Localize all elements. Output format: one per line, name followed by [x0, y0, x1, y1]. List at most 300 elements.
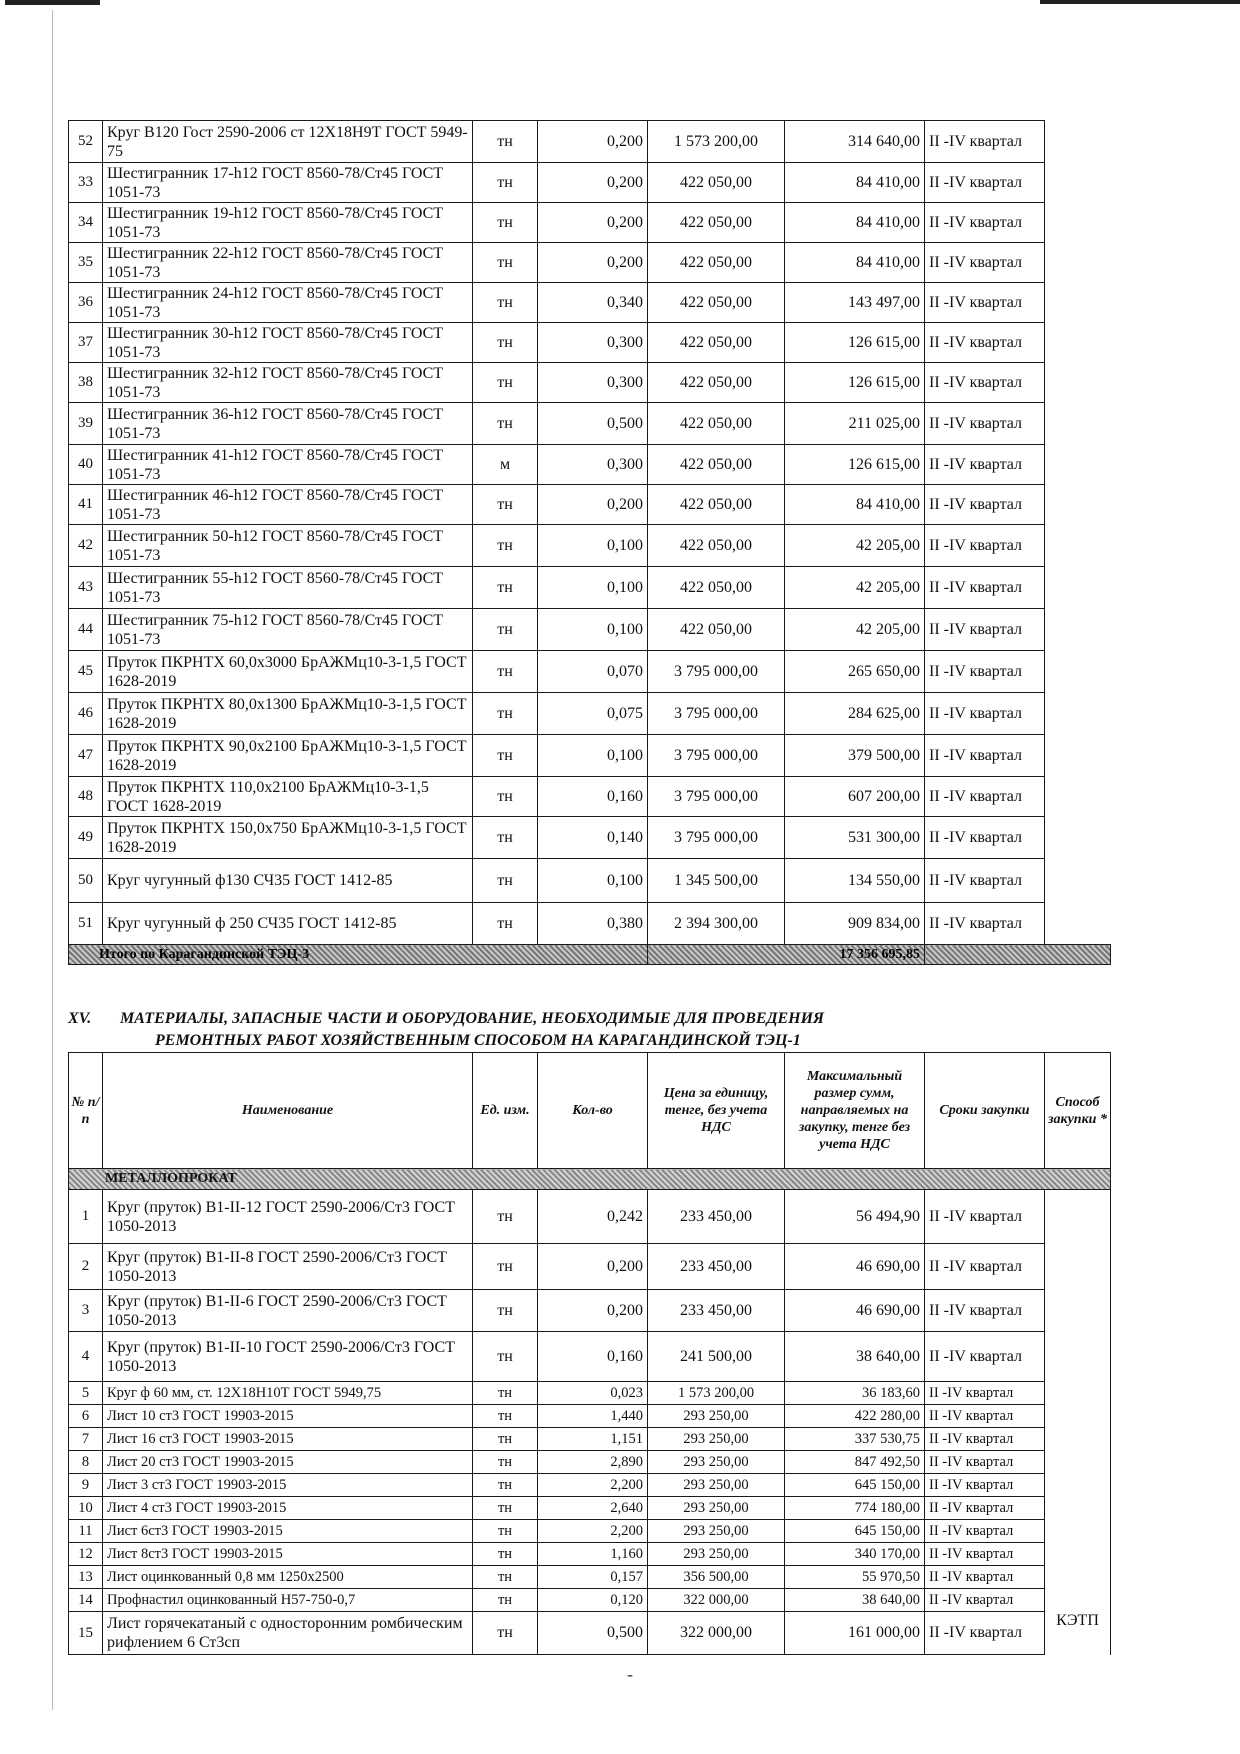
table-row	[69, 777, 1111, 817]
table-row	[69, 567, 1111, 609]
cell-method	[1045, 1244, 1111, 1290]
cell-price: 422 050,00	[648, 243, 785, 283]
cell-qty: 0,300	[538, 323, 648, 363]
cell-sum: 84 410,00	[785, 203, 925, 243]
table-row	[69, 1520, 1111, 1543]
cell-num: 50	[69, 859, 103, 903]
cell-price: 422 050,00	[648, 363, 785, 403]
cell-sum: 126 615,00	[785, 323, 925, 363]
cell-num: 5	[69, 1382, 103, 1405]
table-row	[69, 283, 1111, 323]
cell-name: Шестигранник 75-h12 ГОСТ 8560-78/Ст45 ГОСТ 1051-73	[103, 609, 473, 651]
cell-method	[1045, 1332, 1111, 1382]
cell-price: 422 050,00	[648, 445, 785, 485]
header-method: Способ закупки *	[1045, 1053, 1111, 1169]
table-row	[69, 403, 1111, 445]
cell-name: Пруток ПКРНТХ 150,0х750 БрАЖМц10-3-1,5 ГОСТ 1628-2019	[103, 817, 473, 859]
cell-unit: тн	[473, 283, 538, 323]
table-row	[69, 903, 1111, 945]
cell-num: 3	[69, 1290, 103, 1332]
cell-term: II -IV квартал	[925, 1405, 1045, 1428]
cell-term: II -IV квартал	[925, 1451, 1045, 1474]
table-row	[69, 1451, 1111, 1474]
cell-qty: 0,380	[538, 903, 648, 945]
cell-name: Шестигранник 19-h12 ГОСТ 8560-78/Ст45 ГОСТ 1051-73	[103, 203, 473, 243]
cell-sum: 607 200,00	[785, 777, 925, 817]
cell-sum: 84 410,00	[785, 163, 925, 203]
cell-num: 46	[69, 693, 103, 735]
cell-qty: 0,070	[538, 651, 648, 693]
cell-term: II -IV квартал	[925, 1428, 1045, 1451]
cell-qty: 0,120	[538, 1589, 648, 1612]
cell-term: II -IV квартал	[925, 121, 1045, 163]
cell-qty: 0,100	[538, 525, 648, 567]
table-row	[69, 1382, 1111, 1405]
cell-sum: 379 500,00	[785, 735, 925, 777]
table-row	[69, 525, 1111, 567]
cell-term: II -IV квартал	[925, 859, 1045, 903]
header-num: № п/п	[69, 1053, 103, 1169]
cell-unit: тн	[473, 1332, 538, 1382]
cell-unit: тн	[473, 1428, 538, 1451]
table-row	[69, 1543, 1111, 1566]
cell-name: Шестигранник 41-h12 ГОСТ 8560-78/Ст45 ГОСТ 1051-73	[103, 445, 473, 485]
table-row	[69, 323, 1111, 363]
cell-price: 293 250,00	[648, 1451, 785, 1474]
header-qty: Кол-во	[538, 1053, 648, 1169]
header-unit: Ед. изм.	[473, 1053, 538, 1169]
cell-qty: 2,640	[538, 1497, 648, 1520]
category-label: МЕТАЛЛОПРОКАТ	[69, 1169, 1111, 1190]
cell-qty: 1,440	[538, 1405, 648, 1428]
cell-price: 293 250,00	[648, 1474, 785, 1497]
cell-method: КЭТП	[1045, 1612, 1111, 1655]
cell-unit: тн	[473, 1589, 538, 1612]
cell-num: 13	[69, 1566, 103, 1589]
cell-price: 422 050,00	[648, 323, 785, 363]
cell-sum: 38 640,00	[785, 1332, 925, 1382]
cell-name: Лист 4 ст3 ГОСТ 19903-2015	[103, 1497, 473, 1520]
cell-term: II -IV квартал	[925, 1190, 1045, 1244]
cell-price: 422 050,00	[648, 283, 785, 323]
cell-empty	[1045, 323, 1111, 363]
cell-method	[1045, 1589, 1111, 1612]
cell-unit: тн	[473, 1290, 538, 1332]
cell-name: Шестигранник 32-h12 ГОСТ 8560-78/Ст45 ГОСТ 1051-73	[103, 363, 473, 403]
table-row	[69, 203, 1111, 243]
cell-sum: 340 170,00	[785, 1543, 925, 1566]
cell-price: 3 795 000,00	[648, 777, 785, 817]
table-row	[69, 1190, 1111, 1244]
cell-term: II -IV квартал	[925, 693, 1045, 735]
cell-term: II -IV квартал	[925, 403, 1045, 445]
cell-price: 293 250,00	[648, 1428, 785, 1451]
cell-name: Пруток ПКРНТХ 90,0х2100 БрАЖМц10-3-1,5 ГОСТ 1628-2019	[103, 735, 473, 777]
cell-num: 39	[69, 403, 103, 445]
cell-qty: 0,200	[538, 1244, 648, 1290]
cell-method	[1045, 1566, 1111, 1589]
cell-unit: тн	[473, 903, 538, 945]
cell-sum: 126 615,00	[785, 445, 925, 485]
cell-qty: 0,200	[538, 243, 648, 283]
cell-empty	[1045, 403, 1111, 445]
cell-qty: 0,140	[538, 817, 648, 859]
table-row	[69, 1497, 1111, 1520]
table-row	[69, 1589, 1111, 1612]
cell-num: 2	[69, 1244, 103, 1290]
cell-name: Лист горячекатаный с односторонним ромбическим рифлением 6 Ст3сп	[103, 1612, 473, 1655]
cell-num: 41	[69, 485, 103, 525]
cell-sum: 134 550,00	[785, 859, 925, 903]
cell-name: Пруток ПКРНТХ 80,0х1300 БрАЖМц10-3-1,5 ГОСТ 1628-2019	[103, 693, 473, 735]
cell-qty: 0,300	[538, 363, 648, 403]
cell-qty: 2,200	[538, 1474, 648, 1497]
cell-unit: тн	[473, 1497, 538, 1520]
cell-sum: 84 410,00	[785, 485, 925, 525]
cell-price: 356 500,00	[648, 1566, 785, 1589]
cell-price: 422 050,00	[648, 485, 785, 525]
cell-price: 241 500,00	[648, 1332, 785, 1382]
materials-table-section-xv	[68, 1052, 1111, 1655]
cell-empty	[1045, 693, 1111, 735]
total-row	[69, 945, 1111, 965]
cell-qty: 0,075	[538, 693, 648, 735]
cell-sum: 645 150,00	[785, 1474, 925, 1497]
cell-unit: тн	[473, 693, 538, 735]
cell-price: 422 050,00	[648, 567, 785, 609]
cell-empty	[1045, 609, 1111, 651]
cell-qty: 0,500	[538, 403, 648, 445]
table-row	[69, 735, 1111, 777]
cell-empty	[1045, 567, 1111, 609]
cell-method	[1045, 1543, 1111, 1566]
cell-empty	[1045, 283, 1111, 323]
cell-sum: 211 025,00	[785, 403, 925, 445]
cell-term: II -IV квартал	[925, 609, 1045, 651]
cell-sum: 46 690,00	[785, 1290, 925, 1332]
table-row	[69, 1290, 1111, 1332]
table-row	[69, 859, 1111, 903]
total-label: Итого по Карагандинской ТЭЦ-3	[69, 945, 648, 965]
cell-price: 293 250,00	[648, 1520, 785, 1543]
cell-term: II -IV квартал	[925, 283, 1045, 323]
cell-sum: 42 205,00	[785, 567, 925, 609]
cell-unit: тн	[473, 859, 538, 903]
cell-unit: тн	[473, 735, 538, 777]
cell-price: 422 050,00	[648, 163, 785, 203]
cell-unit: тн	[473, 777, 538, 817]
cell-method	[1045, 1428, 1111, 1451]
cell-unit: тн	[473, 1520, 538, 1543]
cell-term: II -IV квартал	[925, 363, 1045, 403]
cell-name: Лист 20 ст3 ГОСТ 19903-2015	[103, 1451, 473, 1474]
cell-price: 3 795 000,00	[648, 817, 785, 859]
cell-unit: м	[473, 445, 538, 485]
cell-term: II -IV квартал	[925, 1382, 1045, 1405]
cell-unit: тн	[473, 1543, 538, 1566]
cell-qty: 0,340	[538, 283, 648, 323]
header-name: Наименование	[103, 1053, 473, 1169]
cell-num: 47	[69, 735, 103, 777]
cell-num: 7	[69, 1428, 103, 1451]
cell-num: 52	[69, 121, 103, 163]
cell-qty: 2,890	[538, 1451, 648, 1474]
cell-price: 1 573 200,00	[648, 121, 785, 163]
table-row	[69, 243, 1111, 283]
cell-term: II -IV квартал	[925, 1543, 1045, 1566]
cell-unit: тн	[473, 1612, 538, 1655]
cell-name: Круг (пруток) В1-II-6 ГОСТ 2590-2006/Ст3 ГОСТ 1050-2013	[103, 1290, 473, 1332]
cell-name: Профнастил оцинкованный Н57-750-0,7	[103, 1589, 473, 1612]
cell-price: 3 795 000,00	[648, 651, 785, 693]
cell-name: Шестигранник 36-h12 ГОСТ 8560-78/Ст45 ГОСТ 1051-73	[103, 403, 473, 445]
cell-unit: тн	[473, 525, 538, 567]
cell-name: Круг (пруток) В1-II-8 ГОСТ 2590-2006/Ст3 ГОСТ 1050-2013	[103, 1244, 473, 1290]
cell-unit: тн	[473, 403, 538, 445]
cell-unit: тн	[473, 817, 538, 859]
cell-price: 422 050,00	[648, 525, 785, 567]
cell-term: II -IV квартал	[925, 1332, 1045, 1382]
cell-num: 11	[69, 1520, 103, 1543]
cell-empty	[1045, 445, 1111, 485]
cell-price: 233 450,00	[648, 1244, 785, 1290]
scan-top-edge-right	[1040, 0, 1240, 4]
cell-empty	[1045, 485, 1111, 525]
cell-price: 422 050,00	[648, 203, 785, 243]
cell-unit: тн	[473, 163, 538, 203]
table-row	[69, 1405, 1111, 1428]
table-row	[69, 1244, 1111, 1290]
cell-price: 233 450,00	[648, 1190, 785, 1244]
cell-term: II -IV квартал	[925, 243, 1045, 283]
cell-unit: тн	[473, 121, 538, 163]
cell-qty: 0,200	[538, 203, 648, 243]
cell-empty	[1045, 363, 1111, 403]
cell-sum: 161 000,00	[785, 1612, 925, 1655]
cell-num: 51	[69, 903, 103, 945]
table-row	[69, 363, 1111, 403]
cell-price: 322 000,00	[648, 1589, 785, 1612]
cell-num: 49	[69, 817, 103, 859]
cell-num: 6	[69, 1405, 103, 1428]
cell-qty: 0,100	[538, 859, 648, 903]
cell-price: 2 394 300,00	[648, 903, 785, 945]
cell-qty: 0,023	[538, 1382, 648, 1405]
cell-term: II -IV квартал	[925, 817, 1045, 859]
cell-qty: 0,300	[538, 445, 648, 485]
cell-term: II -IV квартал	[925, 1589, 1045, 1612]
cell-num: 4	[69, 1332, 103, 1382]
cell-unit: тн	[473, 567, 538, 609]
cell-method	[1045, 1520, 1111, 1543]
cell-term: II -IV квартал	[925, 903, 1045, 945]
table-row	[69, 1612, 1111, 1655]
cell-method	[1045, 1405, 1111, 1428]
cell-price: 3 795 000,00	[648, 693, 785, 735]
cell-num: 9	[69, 1474, 103, 1497]
cell-unit: тн	[473, 485, 538, 525]
cell-price: 3 795 000,00	[648, 735, 785, 777]
cell-num: 8	[69, 1451, 103, 1474]
cell-empty	[1045, 903, 1111, 945]
table-row	[69, 485, 1111, 525]
header-term: Сроки закупки	[925, 1053, 1045, 1169]
cell-term: II -IV квартал	[925, 1497, 1045, 1520]
section-title-line1: МАТЕРИАЛЫ, ЗАПАСНЫЕ ЧАСТИ И ОБОРУДОВАНИЕ, НЕОБХОДИМЫЕ ДЛЯ ПРОВЕДЕНИЯ	[120, 1010, 825, 1027]
cell-price: 422 050,00	[648, 403, 785, 445]
cell-empty	[1045, 817, 1111, 859]
cell-term: II -IV квартал	[925, 203, 1045, 243]
cell-qty: 0,157	[538, 1566, 648, 1589]
cell-sum: 38 640,00	[785, 1589, 925, 1612]
cell-price: 422 050,00	[648, 609, 785, 651]
cell-term: II -IV квартал	[925, 1290, 1045, 1332]
cell-term: II -IV квартал	[925, 525, 1045, 567]
cell-unit: тн	[473, 363, 538, 403]
scan-left-edge	[52, 10, 53, 1710]
cell-sum: 143 497,00	[785, 283, 925, 323]
cell-name: Круг чугунный ф 250 СЧ35 ГОСТ 1412-85	[103, 903, 473, 945]
table-row	[69, 817, 1111, 859]
scan-mark: -	[627, 1664, 633, 1684]
cell-sum: 56 494,90	[785, 1190, 925, 1244]
cell-qty: 0,100	[538, 735, 648, 777]
cell-method	[1045, 1497, 1111, 1520]
total-value: 17 356 695,85	[648, 945, 925, 965]
cell-name: Шестигранник 22-h12 ГОСТ 8560-78/Ст45 ГОСТ 1051-73	[103, 243, 473, 283]
cell-name: Шестигранник 55-h12 ГОСТ 8560-78/Ст45 ГОСТ 1051-73	[103, 567, 473, 609]
cell-qty: 0,200	[538, 485, 648, 525]
cell-unit: тн	[473, 203, 538, 243]
cell-name: Круг В120 Гост 2590-2006 ст 12Х18Н9Т ГОСТ 5949-75	[103, 121, 473, 163]
cell-num: 42	[69, 525, 103, 567]
cell-unit: тн	[473, 1405, 538, 1428]
cell-name: Круг ф 60 мм, ст. 12Х18Н10Т ГОСТ 5949,75	[103, 1382, 473, 1405]
cell-num: 1	[69, 1190, 103, 1244]
cell-qty: 0,160	[538, 777, 648, 817]
cell-empty	[1045, 243, 1111, 283]
cell-method	[1045, 1382, 1111, 1405]
cell-unit: тн	[473, 1451, 538, 1474]
cell-name: Пруток ПКРНТХ 110,0х2100 БрАЖМц10-3-1,5 ГОСТ 1628-2019	[103, 777, 473, 817]
cell-sum: 774 180,00	[785, 1497, 925, 1520]
table-row	[69, 693, 1111, 735]
cell-name: Лист 16 ст3 ГОСТ 19903-2015	[103, 1428, 473, 1451]
cell-qty: 0,100	[538, 567, 648, 609]
cell-price: 293 250,00	[648, 1405, 785, 1428]
cell-qty: 0,200	[538, 121, 648, 163]
table-row	[69, 1428, 1111, 1451]
cell-qty: 0,500	[538, 1612, 648, 1655]
cell-empty	[1045, 777, 1111, 817]
header-price: Цена за единицу, тенге, без учета НДС	[648, 1053, 785, 1169]
cell-sum: 126 615,00	[785, 363, 925, 403]
cell-sum: 284 625,00	[785, 693, 925, 735]
cell-name: Шестигранник 50-h12 ГОСТ 8560-78/Ст45 ГОСТ 1051-73	[103, 525, 473, 567]
cell-name: Шестигранник 30-h12 ГОСТ 8560-78/Ст45 ГОСТ 1051-73	[103, 323, 473, 363]
cell-empty	[1045, 163, 1111, 203]
cell-term: II -IV квартал	[925, 1566, 1045, 1589]
cell-unit: тн	[473, 1190, 538, 1244]
table-row	[69, 1566, 1111, 1589]
cell-empty	[1045, 859, 1111, 903]
cell-num: 15	[69, 1612, 103, 1655]
table-row	[69, 121, 1111, 163]
table-row	[69, 1332, 1111, 1382]
cell-unit: тн	[473, 323, 538, 363]
cell-term: II -IV квартал	[925, 651, 1045, 693]
cell-name: Круг (пруток) В1-II-10 ГОСТ 2590-2006/Ст3 ГОСТ 1050-2013	[103, 1332, 473, 1382]
cell-name: Лист оцинкованный 0,8 мм 1250х2500	[103, 1566, 473, 1589]
table-row	[69, 609, 1111, 651]
cell-sum: 531 300,00	[785, 817, 925, 859]
cell-sum: 55 970,50	[785, 1566, 925, 1589]
cell-num: 34	[69, 203, 103, 243]
cell-sum: 265 650,00	[785, 651, 925, 693]
table-row	[69, 163, 1111, 203]
cell-qty: 0,100	[538, 609, 648, 651]
cell-sum: 84 410,00	[785, 243, 925, 283]
cell-num: 48	[69, 777, 103, 817]
cell-qty: 0,200	[538, 163, 648, 203]
cell-price: 293 250,00	[648, 1543, 785, 1566]
cell-method	[1045, 1290, 1111, 1332]
category-row	[69, 1169, 1111, 1190]
cell-sum: 337 530,75	[785, 1428, 925, 1451]
cell-term: II -IV квартал	[925, 445, 1045, 485]
cell-unit: тн	[473, 1382, 538, 1405]
cell-sum: 36 183,60	[785, 1382, 925, 1405]
cell-price: 1 345 500,00	[648, 859, 785, 903]
cell-term: II -IV квартал	[925, 1474, 1045, 1497]
cell-unit: тн	[473, 609, 538, 651]
total-pad	[925, 945, 1111, 965]
cell-name: Лист 3 ст3 ГОСТ 19903-2015	[103, 1474, 473, 1497]
cell-name: Лист 8ст3 ГОСТ 19903-2015	[103, 1543, 473, 1566]
cell-sum: 314 640,00	[785, 121, 925, 163]
section-title-line2: РЕМОНТНЫХ РАБОТ ХОЗЯЙСТВЕННЫМ СПОСОБОМ НА КАРАГАНДИНСКОЙ ТЭЦ-1	[155, 1032, 801, 1049]
cell-name: Круг чугунный ф130 СЧ35 ГОСТ 1412-85	[103, 859, 473, 903]
cell-num: 14	[69, 1589, 103, 1612]
cell-num: 45	[69, 651, 103, 693]
cell-sum: 46 690,00	[785, 1244, 925, 1290]
cell-term: II -IV квартал	[925, 163, 1045, 203]
cell-qty: 1,160	[538, 1543, 648, 1566]
cell-empty	[1045, 121, 1111, 163]
cell-sum: 42 205,00	[785, 609, 925, 651]
cell-sum: 422 280,00	[785, 1405, 925, 1428]
cell-name: Лист 10 ст3 ГОСТ 19903-2015	[103, 1405, 473, 1428]
cell-price: 293 250,00	[648, 1497, 785, 1520]
cell-qty: 0,160	[538, 1332, 648, 1382]
cell-qty: 1,151	[538, 1428, 648, 1451]
cell-empty	[1045, 651, 1111, 693]
cell-sum: 847 492,50	[785, 1451, 925, 1474]
materials-table-part1	[68, 120, 1111, 965]
cell-term: II -IV квартал	[925, 323, 1045, 363]
cell-term: II -IV квартал	[925, 777, 1045, 817]
cell-name: Шестигранник 24-h12 ГОСТ 8560-78/Ст45 ГОСТ 1051-73	[103, 283, 473, 323]
cell-name: Лист 6ст3 ГОСТ 19903-2015	[103, 1520, 473, 1543]
cell-unit: тн	[473, 1474, 538, 1497]
cell-name: Шестигранник 17-h12 ГОСТ 8560-78/Ст45 ГОСТ 1051-73	[103, 163, 473, 203]
cell-term: II -IV квартал	[925, 735, 1045, 777]
cell-qty: 2,200	[538, 1520, 648, 1543]
cell-sum: 42 205,00	[785, 525, 925, 567]
cell-empty	[1045, 735, 1111, 777]
cell-empty	[1045, 203, 1111, 243]
scan-top-edge-left	[5, 0, 100, 5]
